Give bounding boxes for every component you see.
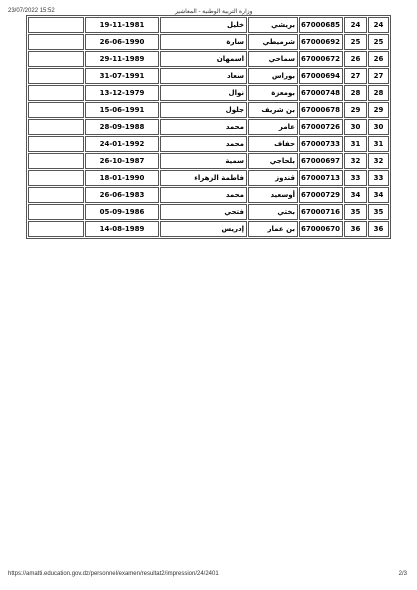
- last-name-cell: حفاف: [248, 136, 298, 152]
- empty-cell: [28, 136, 84, 152]
- empty-cell: [28, 51, 84, 67]
- rank-cell: 35: [344, 204, 367, 220]
- birth-date-cell: 15-06-1991: [85, 102, 159, 118]
- table-row: [28, 85, 389, 101]
- rank-cell: 31: [344, 136, 367, 152]
- table-row: [28, 17, 389, 33]
- empty-cell: [28, 204, 84, 220]
- first-name-cell: جلول: [160, 102, 247, 118]
- candidate-id-cell: 67000672: [299, 51, 343, 67]
- empty-cell: [28, 221, 84, 237]
- rank-cell: 25: [344, 34, 367, 50]
- empty-cell: [28, 170, 84, 186]
- first-name-cell: اسمهان: [160, 51, 247, 67]
- table-row: [28, 170, 389, 186]
- rank-cell: 32: [344, 153, 367, 169]
- last-name-cell: سماحي: [248, 51, 298, 67]
- birth-date-cell: 26-06-1983: [85, 187, 159, 203]
- table-row: [28, 204, 389, 220]
- table-row: [28, 153, 389, 169]
- candidate-id-cell: 67000729: [299, 187, 343, 203]
- results-table: [26, 15, 391, 239]
- birth-date-cell: 26-10-1987: [85, 153, 159, 169]
- first-name-cell: خليل: [160, 17, 247, 33]
- birth-date-cell: 19-11-1981: [85, 17, 159, 33]
- candidate-id-cell: 67000692: [299, 34, 343, 50]
- last-name-cell: بن شريف: [248, 102, 298, 118]
- last-name-cell: شرميطي: [248, 34, 298, 50]
- table-row: [28, 221, 389, 237]
- last-name-cell: بريشي: [248, 17, 298, 33]
- last-name-cell: بختي: [248, 204, 298, 220]
- table-row: [28, 68, 389, 84]
- birth-date-cell: 31-07-1991: [85, 68, 159, 84]
- first-name-cell: فتحي: [160, 204, 247, 220]
- last-name-cell: عامر: [248, 119, 298, 135]
- birth-date-cell: 28-09-1988: [85, 119, 159, 135]
- first-name-cell: سمية: [160, 153, 247, 169]
- last-name-cell: بلحاجي: [248, 153, 298, 169]
- rank-cell: 26: [344, 51, 367, 67]
- row-number-cell: 35: [368, 204, 389, 220]
- row-number-cell: 33: [368, 170, 389, 186]
- empty-cell: [28, 153, 84, 169]
- print-site-title: وزارة التربية الوطنية - المعاشير: [175, 9, 253, 15]
- candidate-id-cell: 67000685: [299, 17, 343, 33]
- last-name-cell: قندوز: [248, 170, 298, 186]
- first-name-cell: محمد: [160, 136, 247, 152]
- table-row: [28, 136, 389, 152]
- candidate-id-cell: 67000694: [299, 68, 343, 84]
- last-name-cell: بن عمار: [248, 221, 298, 237]
- candidate-id-cell: 67000670: [299, 221, 343, 237]
- birth-date-cell: 05-09-1986: [85, 204, 159, 220]
- rank-cell: 30: [344, 119, 367, 135]
- candidate-id-cell: 67000726: [299, 119, 343, 135]
- first-name-cell: محمد: [160, 119, 247, 135]
- last-name-cell: بوراس: [248, 68, 298, 84]
- print-footer: [0, 571, 417, 581]
- candidate-id-cell: 67000716: [299, 204, 343, 220]
- candidate-id-cell: 67000748: [299, 85, 343, 101]
- birth-date-cell: 29-11-1989: [85, 51, 159, 67]
- first-name-cell: سارة: [160, 34, 247, 50]
- results-table-body: [28, 17, 389, 237]
- birth-date-cell: 14-08-1989: [85, 221, 159, 237]
- rank-cell: 24: [344, 17, 367, 33]
- table-row: [28, 34, 389, 50]
- row-number-cell: 27: [368, 68, 389, 84]
- row-number-cell: 24: [368, 17, 389, 33]
- birth-date-cell: 24-01-1992: [85, 136, 159, 152]
- candidate-id-cell: 67000733: [299, 136, 343, 152]
- empty-cell: [28, 119, 84, 135]
- print-date: 23/07/2022 15:52: [8, 8, 55, 14]
- row-number-cell: 29: [368, 102, 389, 118]
- empty-cell: [28, 17, 84, 33]
- row-number-cell: 32: [368, 153, 389, 169]
- row-number-cell: 31: [368, 136, 389, 152]
- table-row: [28, 51, 389, 67]
- page-indicator: 2/3: [398, 571, 407, 577]
- first-name-cell: فاطمة الزهراء: [160, 170, 247, 186]
- rank-cell: 36: [344, 221, 367, 237]
- rank-cell: 27: [344, 68, 367, 84]
- rank-cell: 34: [344, 187, 367, 203]
- row-number-cell: 30: [368, 119, 389, 135]
- print-url: https://amatti.education.gov.dz/personnel/examen/resultat2/impression/24/2401: [8, 571, 219, 577]
- first-name-cell: سعاد: [160, 68, 247, 84]
- candidate-id-cell: 67000697: [299, 153, 343, 169]
- candidate-id-cell: 67000678: [299, 102, 343, 118]
- table-row: [28, 119, 389, 135]
- empty-cell: [28, 102, 84, 118]
- row-number-cell: 28: [368, 85, 389, 101]
- row-number-cell: 26: [368, 51, 389, 67]
- table-row: [28, 187, 389, 203]
- rank-cell: 33: [344, 170, 367, 186]
- birth-date-cell: 26-06-1990: [85, 34, 159, 50]
- birth-date-cell: 18-01-1990: [85, 170, 159, 186]
- rank-cell: 29: [344, 102, 367, 118]
- empty-cell: [28, 85, 84, 101]
- row-number-cell: 34: [368, 187, 389, 203]
- table-row: [28, 102, 389, 118]
- rank-cell: 28: [344, 85, 367, 101]
- empty-cell: [28, 34, 84, 50]
- empty-cell: [28, 68, 84, 84]
- first-name-cell: إدريس: [160, 221, 247, 237]
- row-number-cell: 36: [368, 221, 389, 237]
- first-name-cell: محمد: [160, 187, 247, 203]
- first-name-cell: نوال: [160, 85, 247, 101]
- last-name-cell: أوسعيد: [248, 187, 298, 203]
- birth-date-cell: 13-12-1979: [85, 85, 159, 101]
- last-name-cell: بومعزة: [248, 85, 298, 101]
- row-number-cell: 25: [368, 34, 389, 50]
- candidate-id-cell: 67000713: [299, 170, 343, 186]
- empty-cell: [28, 187, 84, 203]
